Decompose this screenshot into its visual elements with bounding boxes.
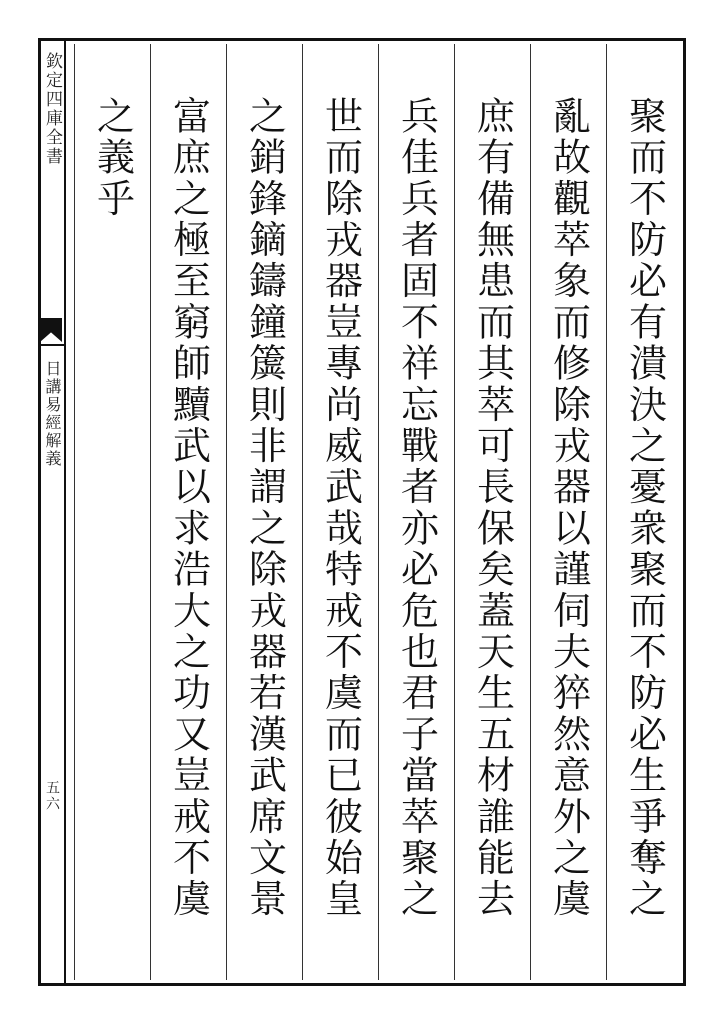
column-text: 世而除戎器豈專尚威武哉特戒不虞而已彼始皇 (318, 96, 363, 920)
text-column-6 (226, 44, 302, 980)
margin-divider (40, 344, 64, 346)
text-column-3 (454, 44, 530, 980)
text-column-1 (606, 44, 682, 980)
text-column-5 (302, 44, 378, 980)
column-text: 富庶之極至窮師黷武以求浩大之功又豈戒不虞 (166, 96, 211, 920)
column-text: 兵佳兵者固不祥忘戰者亦必危也君子當萃聚之 (394, 96, 439, 920)
binding-margin (38, 38, 66, 986)
margin-book-title: 日講易經解義 (43, 360, 62, 468)
text-columns (66, 44, 682, 980)
column-text: 之銷鋒鏑鑄鐘簴則非謂之除戎器若漢武席文景 (242, 96, 287, 920)
text-column-7 (150, 44, 226, 980)
text-column-2 (530, 44, 606, 980)
margin-collection-title: 欽定四庫全書 (42, 52, 62, 166)
column-text: 庶有備無患而其萃可長保矣蓋天生五材誰能去 (470, 96, 515, 920)
column-text: 亂故觀萃象而修除戎器以謹伺夫猝然意外之虞 (546, 96, 591, 920)
column-text: 聚而不防必有潰決之憂衆聚而不防必生爭奪之 (622, 96, 667, 920)
column-text: 之義乎 (90, 96, 135, 220)
margin-page-number: 五六 (44, 780, 60, 812)
text-column-8 (74, 44, 150, 980)
text-column-4 (378, 44, 454, 980)
